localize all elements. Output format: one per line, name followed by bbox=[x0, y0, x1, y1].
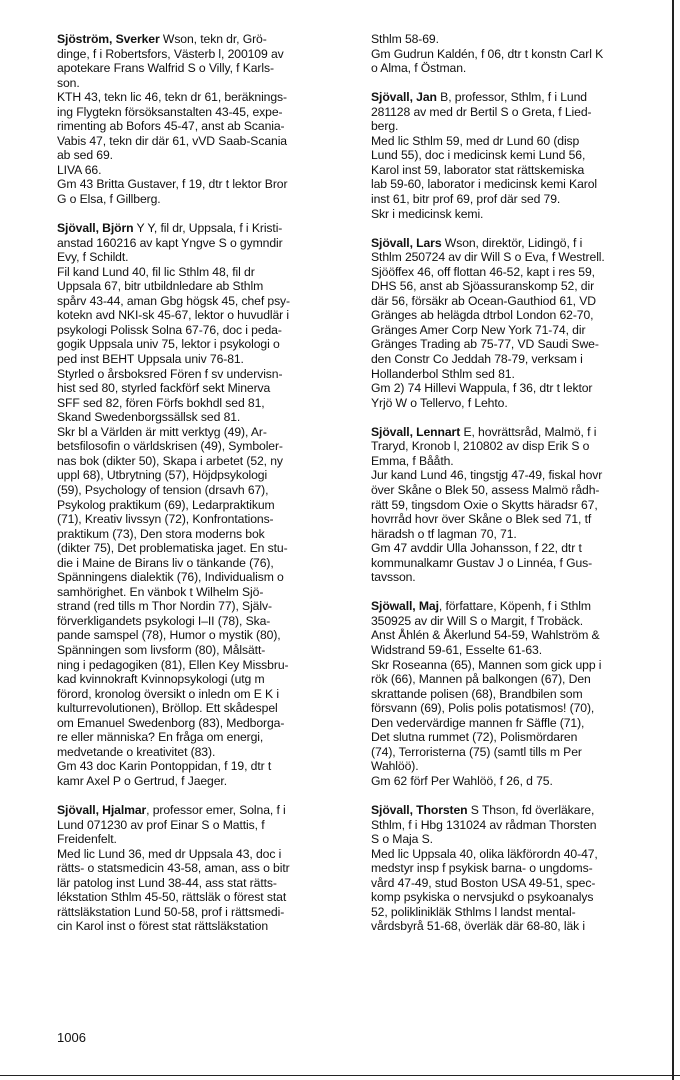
text-line: vårdsbyrå 51-68, överläk där 68-80, läk i bbox=[371, 919, 586, 934]
text-line: kad kvinnokraft Kvinnopsykologi (utg m bbox=[57, 672, 265, 687]
text-line: rätts- o statsmedicin 43-58, aman, ass o bitr bbox=[57, 861, 290, 876]
text-line: ped inst BEHT Uppsala univ 76-81. bbox=[57, 352, 244, 367]
text-line: cin Karol inst o förest stat rättsläkstation bbox=[57, 919, 269, 934]
text-line: förord, kronolog översikt o inledn om E K i bbox=[57, 686, 279, 701]
text-line: Gränges Amer Corp New York 71-74, dir bbox=[371, 322, 586, 337]
text-line: inst 61, bitr prof 69, prof där sed 79. bbox=[371, 192, 561, 207]
text-line bbox=[57, 32, 348, 47]
text-line: Skr Roseanna (65), Mannen som gick upp i bbox=[371, 657, 602, 672]
text-line: Gm Gudrun Kaldén, f 06, dtr t konstn Carl K bbox=[371, 46, 604, 61]
text-line: Uppsala 67, bitr utbildnledare ab Sthlm bbox=[57, 279, 264, 294]
biography-entry bbox=[371, 599, 670, 788]
right-column bbox=[371, 32, 670, 948]
text-line: uppl 68), Utbrytning (57), Höjdpsykologi bbox=[57, 468, 268, 483]
text-line: Anst Åhlén & Åkerlund 54-59, Wahlström & bbox=[371, 628, 600, 643]
text-line: Gm 2) 74 Hillevi Wappula, f 36, dtr t lektor bbox=[371, 381, 593, 396]
text-line: förverkligandets psykologi I–II (78), Ska- bbox=[57, 613, 271, 628]
entry-name: Sjövall, Hjalmar bbox=[57, 802, 147, 817]
biography-entry bbox=[57, 803, 348, 934]
text-line: rätt 59, tingsdom Oxie o Skytts häradsr 67, bbox=[371, 497, 598, 512]
biography-entry bbox=[57, 221, 348, 788]
biography-entry bbox=[371, 90, 670, 221]
text-line: G o Elsa, f Gillberg. bbox=[57, 192, 161, 207]
text-line bbox=[57, 221, 348, 236]
text-line bbox=[57, 803, 348, 818]
text-line: ing Flygtekn försöksanstalten 43-45, expe- bbox=[57, 104, 283, 119]
text-line: Spänningens dialektik (76), Individualism o bbox=[57, 570, 284, 585]
biography-entry bbox=[371, 425, 670, 585]
text-line: Yrjö W o Tellervo, f Lehto. bbox=[371, 395, 508, 410]
text-line: re eller människa? En fråga om energi, bbox=[57, 730, 264, 745]
text-line: Med lic Lund 36, med dr Uppsala 43, doc i bbox=[57, 846, 282, 861]
text-line: där 56, försäkr ab Ocean-Gauthiod 61, VD bbox=[371, 293, 596, 308]
text-line: rimenting ab Bofors 45-47, anst ab Scania- bbox=[57, 119, 285, 134]
text-line: 52, poliklinikläk Sthlms l landst mental- bbox=[371, 904, 576, 919]
entry-name: Sjöwall, Maj bbox=[371, 599, 439, 614]
text-line: 281128 av med dr Bertil S o Greta, f Lied- bbox=[371, 104, 592, 119]
text-line: den Constr Co Jeddah 78-79, verksam i bbox=[371, 352, 583, 367]
entry-text: S Thson, fd överläkare, bbox=[467, 802, 595, 817]
text-line: kotekn avd NKI-sk 45-67, lektor o huvudlär i bbox=[57, 308, 290, 323]
text-line: die i Maine de Birans liv o tänkande (76), bbox=[57, 555, 274, 570]
text-line: om Emanuel Swedenborg (83), Medborga- bbox=[57, 715, 285, 730]
text-line: Med lic Sthlm 59, med dr Lund 60 (disp bbox=[371, 133, 580, 148]
biography-entry bbox=[371, 803, 670, 934]
text-line: SFF sed 82, fören Förfs bokhdl sed 81, bbox=[57, 395, 265, 410]
text-line: Skand Swedenborgssällsk sed 81. bbox=[57, 410, 241, 425]
text-line: nas bok (dikter 50), Skapa i arbetet (52, ny bbox=[57, 453, 283, 468]
text-line bbox=[371, 599, 670, 614]
text-line: rättsläkstation Lund 50-58, prof i rättsmedi- bbox=[57, 904, 285, 919]
text-line: anstad 160216 av kapt Yngve S o gymndir bbox=[57, 235, 283, 250]
page-number: 1006 bbox=[57, 1030, 86, 1045]
text-line: hovrråd hovr över Skåne o Blek sed 71, tf bbox=[371, 512, 592, 527]
text-line: medstyr insp f psykisk barna- o ungdoms- bbox=[371, 861, 593, 876]
text-line: Lund 071230 av prof Einar S o Mattis, f bbox=[57, 817, 265, 832]
text-line: Gränges Trading ab 75-77, VD Saudi Swe- bbox=[371, 337, 599, 352]
text-line: hist sed 80, styrled fackförf sekt Minerva bbox=[57, 381, 271, 396]
text-line bbox=[371, 236, 670, 251]
text-line: Sthlm 58-69. bbox=[371, 32, 439, 46]
text-line: son. bbox=[57, 75, 80, 90]
biography-entry bbox=[57, 32, 348, 207]
text-line bbox=[371, 803, 670, 818]
text-line: (74), Terroristerna (75) (samtl tills m Per bbox=[371, 744, 582, 759]
text-line: komp psykiska o nervsjukd o psykoanalys bbox=[371, 890, 594, 905]
text-line: DHS 56, anst ab Sjöassuranskomp 52, dir bbox=[371, 279, 595, 294]
text-line: Hollanderbol Sthlm sed 81. bbox=[371, 366, 515, 381]
text-line: Freidenfelt. bbox=[57, 832, 117, 847]
text-line: tavsson. bbox=[371, 570, 416, 585]
text-line: strand (red tills m Thor Nordin 77), Själv- bbox=[57, 599, 272, 614]
entry-text: , författare, Köpenh, f i Sthlm bbox=[438, 599, 591, 614]
text-line: ab sed 69. bbox=[57, 148, 113, 163]
text-line: Spänningen som livsform (80), Målsätt- bbox=[57, 642, 266, 657]
text-line: samhörighet. En vänbok t Wilhelm Sjö- bbox=[57, 584, 264, 599]
text-line: S o Maja S. bbox=[371, 832, 433, 847]
text-line: Wahlöö). bbox=[371, 759, 419, 774]
text-line: 350925 av dir Will S o Margit, f Trobäck. bbox=[371, 613, 583, 628]
text-line: Styrled o årsboksred Fören f sv undervisn- bbox=[57, 366, 283, 381]
text-line bbox=[371, 425, 670, 440]
text-line: pande samspel (78), Humor o mystik (80), bbox=[57, 628, 281, 643]
text-line: försvann (69), Polis polis potatismos! (70), bbox=[371, 701, 595, 716]
entry-text: Wson, tekn dr, Grö- bbox=[159, 32, 267, 46]
text-line: Sjööffex 46, off flottan 46-52, kapt i res 59, bbox=[371, 264, 595, 279]
biography-entry bbox=[371, 236, 670, 411]
text-line: Gm 43 Britta Gustaver, f 19, dtr t lektor Bror bbox=[57, 177, 288, 192]
entry-text: E, hovrättsråd, Malmö, f i bbox=[460, 424, 597, 439]
text-line: Gm 62 förf Per Wahlöö, f 26, d 75. bbox=[371, 773, 553, 788]
text-line: Sthlm 250724 av dir Will S o Eva, f Westrell. bbox=[371, 250, 605, 265]
text-line: Skr bl a Världen är mitt verktyg (49), Ar- bbox=[57, 424, 267, 439]
text-line: kulturrevolutionen), Bröllop. Ett skådespel bbox=[57, 701, 278, 716]
text-line: o Alma, f Östman. bbox=[371, 61, 467, 76]
entry-text: , professor emer, Solna, f i bbox=[146, 802, 286, 817]
text-line: Med lic Uppsala 40, olika läkförordn 40-47, bbox=[371, 846, 598, 861]
left-column bbox=[57, 32, 348, 948]
text-line: Gm 47 avddir Ulla Johansson, f 22, dtr t bbox=[371, 541, 582, 556]
text-line: dinge, f i Robertsfors, Västerb l, 200109 av bbox=[57, 46, 284, 61]
text-line: Sthlm, f i Hbg 131024 av rådman Thorsten bbox=[371, 817, 597, 832]
text-line: psykologi Polissk Solna 67-76, doc i peda- bbox=[57, 322, 282, 337]
entry-name: Sjövall, Thorsten bbox=[371, 802, 468, 817]
text-line: Karol inst 59, laborator stat rättskemiska bbox=[371, 162, 585, 177]
entry-text: Wson, direktör, Lidingö, f i bbox=[441, 235, 583, 250]
text-line: skrattande polisen (68), Brandbilen som bbox=[371, 686, 583, 701]
entry-name: Sjövall, Jan bbox=[371, 90, 437, 105]
text-line: medvetande o kreativitet (83). bbox=[57, 744, 216, 759]
page-edge-right bbox=[672, 0, 680, 1080]
text-line: berg. bbox=[371, 119, 399, 134]
text-line: Jur kand Lund 46, tingstjg 47-49, fiskal hovr bbox=[371, 468, 603, 483]
text-line bbox=[371, 90, 670, 105]
text-line: kommunalkamr Gustav J o Linnéa, f Gus- bbox=[371, 555, 593, 570]
text-line: Fil kand Lund 40, fil lic Sthlm 48, fil dr bbox=[57, 264, 255, 279]
text-line: lékstation Sthlm 45-50, rättsläk o förest stat bbox=[57, 890, 287, 905]
entry-name: Sjöström, Sverker bbox=[57, 32, 160, 46]
text-line: Gm 43 doc Karin Pontoppidan, f 19, dtr t bbox=[57, 759, 272, 774]
text-line: KTH 43, tekn lic 46, tekn dr 61, beräknings- bbox=[57, 90, 287, 105]
text-line: Gränges ab helägda dtrbol London 62-70, bbox=[371, 308, 594, 323]
text-line: spårv 43-44, aman Gbg högsk 45, chef psy- bbox=[57, 293, 291, 308]
text-line: lab 59-60, laborator i medicinsk kemi Karol bbox=[371, 177, 598, 192]
text-line: Det slutna rummet (72), Polismördaren bbox=[371, 730, 578, 745]
entry-name: Sjövall, Lars bbox=[371, 235, 442, 250]
text-line: Widstrand 59-61, Esselte 61-63. bbox=[371, 642, 543, 657]
text-line: Traryd, Kronob l, 210802 av disp Erik S o bbox=[371, 439, 590, 454]
text-line: LIVA 66. bbox=[57, 162, 102, 177]
text-line: Den vedervärdige mannen fr Säffle (71), bbox=[371, 715, 585, 730]
text-line: (59), Psychology of tension (drsavh 67), bbox=[57, 482, 269, 497]
text-line: ning i pedagogiken (81), Ellen Key Missbru- bbox=[57, 657, 289, 672]
text-line: Lund 55), doc i medicinsk kemi Lund 56, bbox=[371, 148, 586, 163]
text-line: kamr Axel P o Gertrud, f Jaeger. bbox=[57, 773, 227, 788]
entry-name: Sjövall, Björn bbox=[57, 221, 134, 236]
page-edge-bottom bbox=[0, 1075, 680, 1080]
text-line: rök (66), Mannen på balkongen (67), Den bbox=[371, 672, 591, 687]
text-line: över Skåne o Blek 50, assess Malmö rådh- bbox=[371, 482, 600, 497]
text-line: Emma, f Bååth. bbox=[371, 453, 454, 468]
text-line: Skr i medicinsk kemi. bbox=[371, 206, 484, 221]
entry-text: Y Y, fil dr, Uppsala, f i Kristi- bbox=[133, 221, 283, 236]
text-line: betsfilosofin o världskrisen (49), Symboler- bbox=[57, 439, 283, 454]
text-line: Evy, f Schildt. bbox=[57, 250, 129, 265]
entry-text: B, professor, Sthlm, f i Lund bbox=[436, 90, 587, 105]
text-line: Vabis 47, tekn dir där 61, vVD Saab-Scania bbox=[57, 133, 287, 148]
text-line: praktikum (73), Den stora moderns bok bbox=[57, 526, 265, 541]
text-line: gogik Uppsala univ 75, lektor i psykologi o bbox=[57, 337, 280, 352]
text-line: vård 47-49, stud Boston USA 49-51, spec- bbox=[371, 875, 596, 890]
text-line: Psykolog praktikum (69), Ledarpraktikum bbox=[57, 497, 275, 512]
entry-name: Sjövall, Lennart bbox=[371, 424, 461, 439]
text-line: (71), Kreativ livssyn (72), Konfrontations- bbox=[57, 512, 274, 527]
text-line: häradsh o tf lagman 70, 71. bbox=[371, 526, 517, 541]
text-line: apotekare Frans Walfrid S o Villy, f Karls- bbox=[57, 61, 274, 76]
text-line: (dikter 75), Det problematiska jaget. En stu- bbox=[57, 541, 288, 556]
biography-entry bbox=[371, 32, 670, 76]
text-line: lär patolog inst Lund 38-44, ass stat rätts- bbox=[57, 875, 277, 890]
